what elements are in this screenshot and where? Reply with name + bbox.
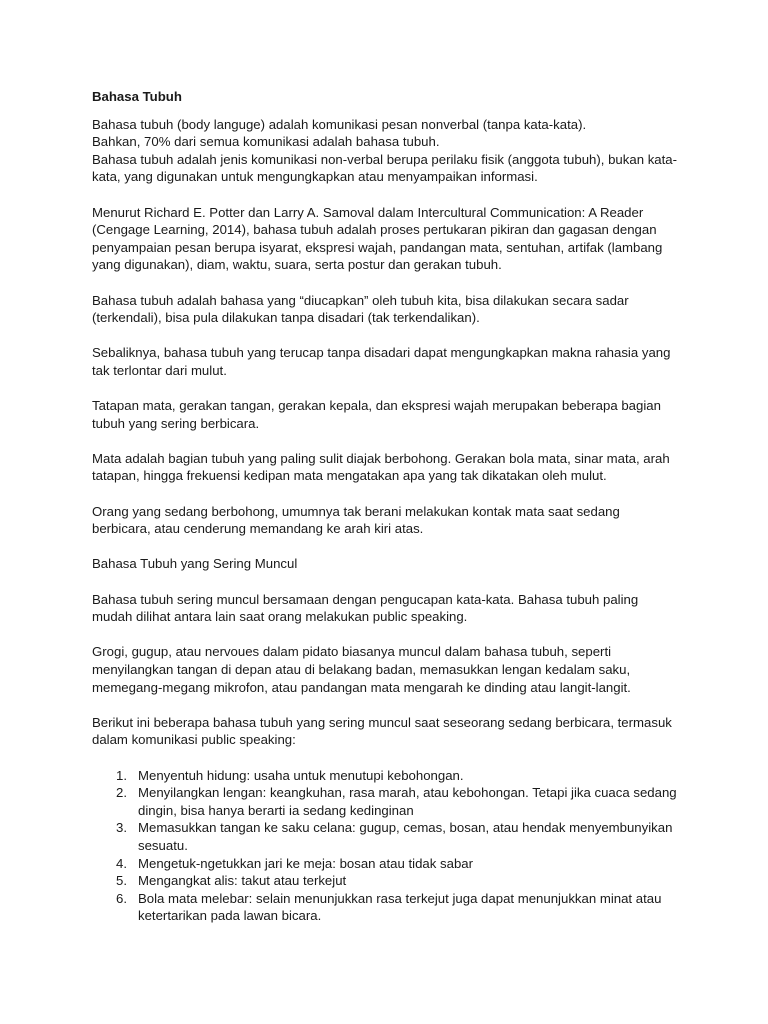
list-text: Memasukkan tangan ke saku celana: gugup, cemas, bosan, atau hendak menyembunyikan sesuatu. [138, 820, 673, 853]
list-text: Menyentuh hidung: usaha untuk menutupi kebohongan. [138, 767, 464, 783]
intro-line: Bahkan, 70% dari semua komunikasi adalah bahasa tubuh. [92, 134, 440, 150]
paragraph: Orang yang sedang berbohong, umumnya tak berani melakukan kontak mata saat sedang berbicara, atau cenderung memandang ke arah kiri atas. [92, 503, 620, 537]
list-number: 2. [116, 785, 127, 801]
list-text: Mengangkat alis: takut atau terkejut [138, 873, 347, 889]
paragraph: Sebaliknya, bahasa tubuh yang terucap tanpa disadari dapat mengungkapkan makna rahasia yang tak terlontar dari mulut. [92, 345, 671, 378]
list-text: Mengetuk-ngetukkan jari ke meja: bosan atau tidak sabar [138, 855, 474, 871]
paragraph: Bahasa tubuh adalah bahasa yang “diucapkan” oleh tubuh kita, bisa dilakukan secara sadar (terkendali), bisa pula dilakukan tanpa disadari (tak terkendalikan). [92, 292, 629, 326]
intro-line: Bahasa tubuh adalah jenis komunikasi non-verbal berupa perilaku fisik (anggota tubuh), bukan kata-kata, yang digunakan untuk mengungkapkan atau menyampaikan informasi. [92, 151, 678, 185]
list-number: 1. [116, 767, 127, 783]
list-number: 6. [116, 890, 127, 906]
list-number: 5. [116, 873, 127, 889]
list-number: 4. [116, 855, 127, 871]
list-text: Bola mata melebar: selain menunjukkan rasa terkejut juga dapat menunjukkan minat atau ketertarikan pada lawan bicara. [138, 890, 662, 924]
document-title: Bahasa Tubuh [92, 89, 182, 104]
list-item [116, 872, 682, 890]
list-item [116, 855, 682, 873]
paragraph: Menurut Richard E. Potter dan Larry A. Samoval dalam Intercultural Communication: A Reader (Cengage Learning, 2014), bahasa tubuh adalah proses pertukaran pikiran dan gagasan dengan penyampaian pesan berupa isyarat, ekspresi wajah, pandangan mata, sentuhan, artifak (lambang yang digunakan), diam, waktu, suara, serta postur dan gerakan tubuh. [92, 204, 663, 273]
intro-line: Bahasa tubuh (body languge) adalah komunikasi pesan nonverbal (tanpa kata-kata). [92, 116, 587, 132]
paragraph: Tatapan mata, gerakan tangan, gerakan kepala, dan ekspresi wajah merupakan beberapa bagian tubuh yang sering berbicara. [92, 398, 661, 431]
intro-block [92, 116, 682, 186]
list-item [116, 890, 682, 925]
section-heading: Bahasa Tubuh yang Sering Muncul [92, 556, 298, 572]
list-text: Menyilangkan lengan: keangkuhan, rasa marah, atau kebohongan. Tetapi jika cuaca sedang dingin, bisa hanya berarti ia sedang kedinginan [138, 785, 677, 818]
body-language-list [116, 767, 682, 925]
document-page [92, 88, 682, 925]
list-item [116, 767, 682, 785]
paragraph: Berikut ini beberapa bahasa tubuh yang sering muncul saat seseorang sedang berbicara, termasuk dalam komunikasi public speaking: [92, 714, 672, 748]
paragraph: Bahasa tubuh sering muncul bersamaan dengan pengucapan kata-kata. Bahasa tubuh paling mudah dilihat antara lain saat orang melakukan public speaking. [92, 591, 639, 625]
list-number: 3. [116, 820, 127, 836]
list-item [116, 819, 682, 854]
paragraph: Grogi, gugup, atau nervoues dalam pidato biasanya muncul dalam bahasa tubuh, seperti menyilangkan tangan di depan atau di belakang badan, memasukkan lengan kedalam saku, memegang-megang mikrofon, atau pandangan mata mengarah ke dinding atau langit-langit. [92, 644, 631, 695]
paragraph: Mata adalah bagian tubuh yang paling sulit diajak berbohong. Gerakan bola mata, sinar mata, arah tatapan, hingga frekuensi kedipan mata mengatakan apa yang tak dikatakan oleh mulut. [92, 450, 670, 484]
list-item [116, 784, 682, 819]
